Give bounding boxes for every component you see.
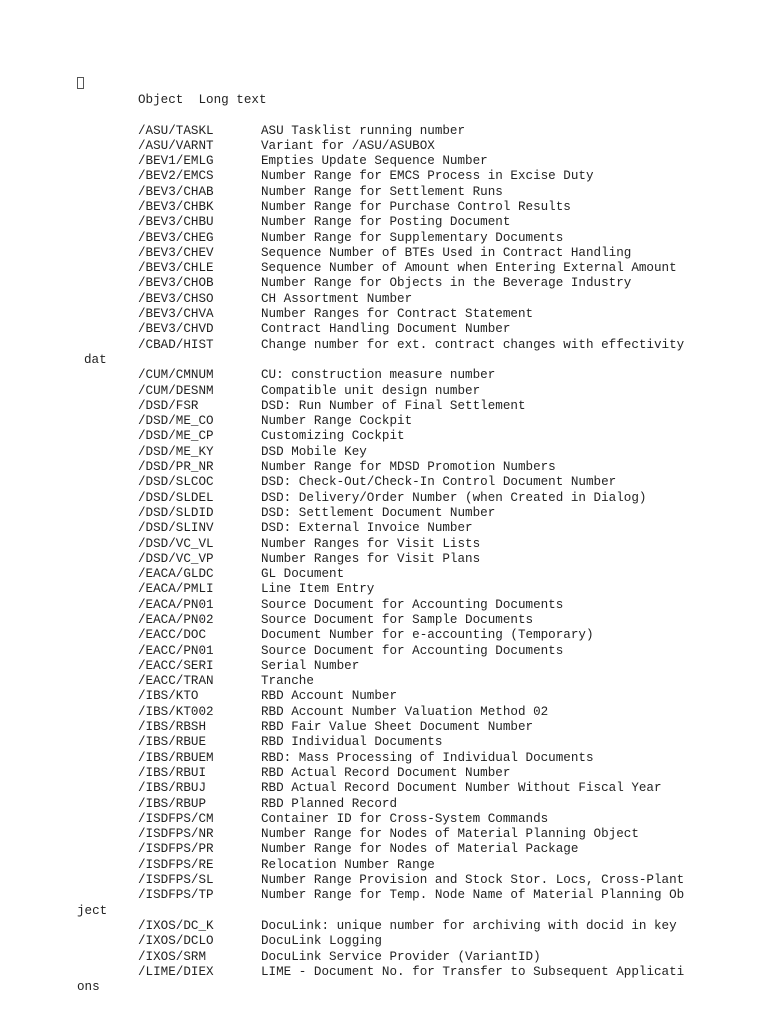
long-text: Container ID for Cross-System Commands (261, 811, 549, 826)
long-text: DSD: Run Number of Final Settlement (261, 398, 526, 413)
object-name: /ISDFPS/RE (138, 857, 214, 872)
object-name: /IBS/RBUEM (138, 750, 214, 765)
long-text: Source Document for Sample Documents (261, 613, 534, 627)
object-name: /EACA/PN01 (138, 597, 214, 612)
long-text: CU: construction measure number (261, 368, 496, 383)
list-item (0, 950, 768, 965)
list-item (0, 261, 768, 276)
long-text: RBD Fair Value Sheet Document Number (261, 720, 534, 735)
list-item (0, 567, 768, 582)
list-item (0, 445, 768, 460)
long-text: DocuLink Service Provider (VariantID) (261, 949, 541, 964)
long-text: RBD Individual Documents (261, 735, 443, 750)
list-item (0, 215, 768, 230)
object-name: /BEV3/CHEV (138, 245, 214, 260)
list-item (0, 414, 768, 429)
object-name: /BEV3/CHLE (138, 261, 214, 276)
long-text: Number Range for EMCS Process in Excise Duty (261, 169, 594, 184)
list-item (0, 888, 768, 903)
header-object: Object (138, 93, 184, 107)
list-item (0, 307, 768, 322)
long-text: RBD Account Number (261, 689, 398, 704)
long-text: DSD: Settlement Document Number (261, 505, 496, 520)
list-item (0, 751, 768, 766)
long-text: DSD: Check-Out/Check-In Control Document Number (261, 475, 617, 490)
object-name: /CBAD/HIST (138, 337, 214, 352)
wrapped-text: ons (77, 980, 100, 995)
long-text: Change number for ext. contract changes with effectivity (261, 337, 685, 352)
object-name: /IXOS/SRM (138, 949, 207, 964)
object-name: /DSD/ME_CP (138, 429, 214, 444)
list-item (0, 827, 768, 842)
long-text: DSD: External Invoice Number (261, 521, 473, 536)
long-text: Customizing Cockpit (261, 429, 405, 444)
list-item (0, 965, 768, 980)
object-name: /EACA/GLDC (138, 567, 214, 582)
list-item (0, 873, 768, 888)
long-text: Number Range for Posting Document (261, 215, 511, 230)
object-name: /BEV1/EMLG (138, 154, 214, 169)
long-text: Document Number for e-accounting (Temporary) (261, 628, 594, 643)
wrapped-text-line (0, 353, 768, 368)
list-item (0, 506, 768, 521)
long-text: Contract Handling Document Number (261, 322, 511, 337)
object-name: /BEV3/CHVA (138, 307, 214, 322)
wrapped-text: dat (84, 352, 107, 367)
list-item (0, 674, 768, 689)
object-name: /ISDFPS/PR (138, 842, 214, 857)
object-name: /ISDFPS/NR (138, 827, 214, 842)
long-text: Number Range for Nodes of Material Package (261, 842, 579, 857)
long-text: Sequence Number of Amount when Entering External Amount (261, 261, 677, 276)
object-name: /EACA/PN02 (138, 613, 214, 627)
object-name: /DSD/SLINV (138, 521, 214, 536)
object-name: /ASU/TASKL (138, 123, 214, 138)
long-text: DSD Mobile Key (261, 444, 367, 459)
object-name: /BEV3/CHBK (138, 199, 214, 214)
object-name: /IBS/KT002 (138, 704, 214, 719)
long-text: Compatible unit design number (261, 383, 481, 398)
long-text: Number Ranges for Visit Plans (261, 551, 481, 566)
object-name: /IBS/RBUJ (138, 781, 207, 796)
list-item (0, 598, 768, 613)
list-item (0, 322, 768, 337)
list-item (0, 797, 768, 812)
long-text: Number Range Provision and Stock Stor. Locs, Cross-Plant (261, 873, 685, 888)
list-item (0, 124, 768, 139)
object-name: /DSD/VC_VP (138, 551, 214, 566)
object-name: /IBS/RBSH (138, 720, 207, 735)
object-name: /DSD/ME_CO (138, 414, 214, 429)
list-item (0, 460, 768, 475)
long-text: RBD Actual Record Document Number (261, 765, 511, 780)
list-item (0, 231, 768, 246)
list-item (0, 858, 768, 873)
object-name: /ISDFPS/SL (138, 873, 214, 888)
object-name: /EACC/SERI (138, 658, 214, 673)
long-text: Number Range for MDSD Promotion Numbers (261, 460, 556, 475)
list-item (0, 338, 768, 353)
long-text: LIME - Document No. for Transfer to Subsequent Applicati (261, 964, 685, 979)
list-item (0, 644, 768, 659)
long-text: RBD Actual Record Document Number Without Fiscal Year (261, 781, 662, 796)
object-name: /IBS/KTO (138, 689, 199, 704)
wrapped-text-line (0, 904, 768, 919)
list-item (0, 919, 768, 934)
long-text: Number Range for Nodes of Material Planning Object (261, 827, 639, 842)
long-text: Line Item Entry (261, 582, 375, 597)
object-name: /IXOS/DCLO (138, 934, 214, 949)
object-name: /BEV2/EMCS (138, 169, 214, 184)
long-text: RBD Account Number Valuation Method 02 (261, 704, 549, 719)
object-name: /BEV3/CHSO (138, 291, 214, 306)
object-name: /EACC/PN01 (138, 643, 214, 658)
list-item (0, 842, 768, 857)
object-name: /ISDFPS/TP (138, 888, 214, 903)
long-text: RBD Planned Record (261, 796, 398, 811)
list-item (0, 276, 768, 291)
object-name: /BEV3/CHVD (138, 322, 214, 337)
list-item (0, 185, 768, 200)
long-text: Sequence Number of BTEs Used in Contract Handling (261, 245, 632, 260)
long-text: Number Ranges for Contract Statement (261, 307, 534, 322)
object-list (0, 124, 768, 996)
list-item (0, 659, 768, 674)
object-name: /DSD/SLDEL (138, 490, 214, 505)
list-item (0, 200, 768, 215)
list-item (0, 689, 768, 704)
object-name: /DSD/SLDID (138, 505, 214, 520)
long-text: Variant for /ASU/ASUBOX (261, 138, 435, 153)
long-text: Number Range for Supplementary Documents (261, 230, 564, 245)
long-text: Number Range Cockpit (261, 414, 413, 429)
list-item (0, 812, 768, 827)
object-name: /EACA/PMLI (138, 582, 214, 597)
list-item (0, 766, 768, 781)
wrapped-text: ject (77, 903, 108, 918)
object-name: /DSD/SLCOC (138, 475, 214, 490)
object-name: /LIME/DIEX (138, 964, 214, 979)
long-text: GL Document (261, 567, 345, 582)
long-text: Relocation Number Range (261, 857, 435, 872)
object-name: /DSD/PR_NR (138, 460, 214, 475)
long-text: CH Assortment Number (261, 291, 413, 306)
object-name: /BEV3/CHBU (138, 215, 214, 230)
object-name: /DSD/ME_KY (138, 444, 214, 459)
object-name: /DSD/VC_VL (138, 536, 214, 551)
list-item (0, 491, 768, 506)
list-item (0, 735, 768, 750)
long-text: Source Document for Accounting Documents (261, 643, 564, 658)
list-item (0, 154, 768, 169)
list-item (0, 613, 768, 628)
object-name: /CUM/DESNM (138, 383, 214, 398)
long-text: Serial Number (261, 658, 360, 673)
list-item (0, 475, 768, 490)
long-text: Source Document for Accounting Documents (261, 597, 564, 612)
object-name: /IXOS/DC_K (138, 918, 214, 933)
long-text: Empties Update Sequence Number (261, 154, 488, 169)
object-name: /IBS/RBUE (138, 735, 207, 750)
list-item (0, 537, 768, 552)
list-item (0, 781, 768, 796)
object-name: /BEV3/CHOB (138, 276, 214, 291)
column-header (138, 92, 267, 108)
list-item (0, 705, 768, 720)
object-name: /IBS/RBUI (138, 765, 207, 780)
list-item (0, 384, 768, 399)
long-text: Tranche (261, 674, 314, 689)
list-item (0, 246, 768, 261)
list-item (0, 368, 768, 383)
list-item (0, 139, 768, 154)
long-text: Number Range for Purchase Control Results (261, 199, 571, 214)
list-item (0, 582, 768, 597)
object-name: /ASU/VARNT (138, 138, 214, 153)
long-text: DSD: Delivery/Order Number (when Created in Dialog) (261, 490, 647, 505)
long-text: Number Range for Settlement Runs (261, 184, 503, 199)
object-name: /BEV3/CHAB (138, 184, 214, 199)
wrapped-text-line (0, 980, 768, 995)
long-text: ASU Tasklist running number (261, 123, 466, 138)
header-long-text: Long text (198, 93, 267, 107)
missing-glyph-icon (77, 77, 84, 89)
long-text: Number Range for Objects in the Beverage Industry (261, 276, 632, 291)
long-text: DocuLink Logging (261, 934, 382, 949)
list-item (0, 934, 768, 949)
list-item (0, 429, 768, 444)
list-item (0, 169, 768, 184)
object-name: /DSD/FSR (138, 398, 199, 413)
list-item (0, 399, 768, 414)
long-text: Number Range for Temp. Node Name of Material Planning Ob (261, 888, 685, 903)
object-name: /EACC/DOC (138, 628, 207, 643)
object-name: /BEV3/CHEG (138, 230, 214, 245)
long-text: Number Ranges for Visit Lists (261, 536, 481, 551)
list-item (0, 552, 768, 567)
object-name: /EACC/TRAN (138, 674, 214, 689)
long-text: RBD: Mass Processing of Individual Documents (261, 750, 594, 765)
object-name: /CUM/CMNUM (138, 368, 214, 383)
object-name: /ISDFPS/CM (138, 811, 214, 826)
list-item (0, 292, 768, 307)
long-text: DocuLink: unique number for archiving with docid in key (261, 918, 677, 933)
list-item (0, 720, 768, 735)
object-name: /IBS/RBUP (138, 796, 207, 811)
list-item (0, 521, 768, 536)
list-item (0, 628, 768, 643)
